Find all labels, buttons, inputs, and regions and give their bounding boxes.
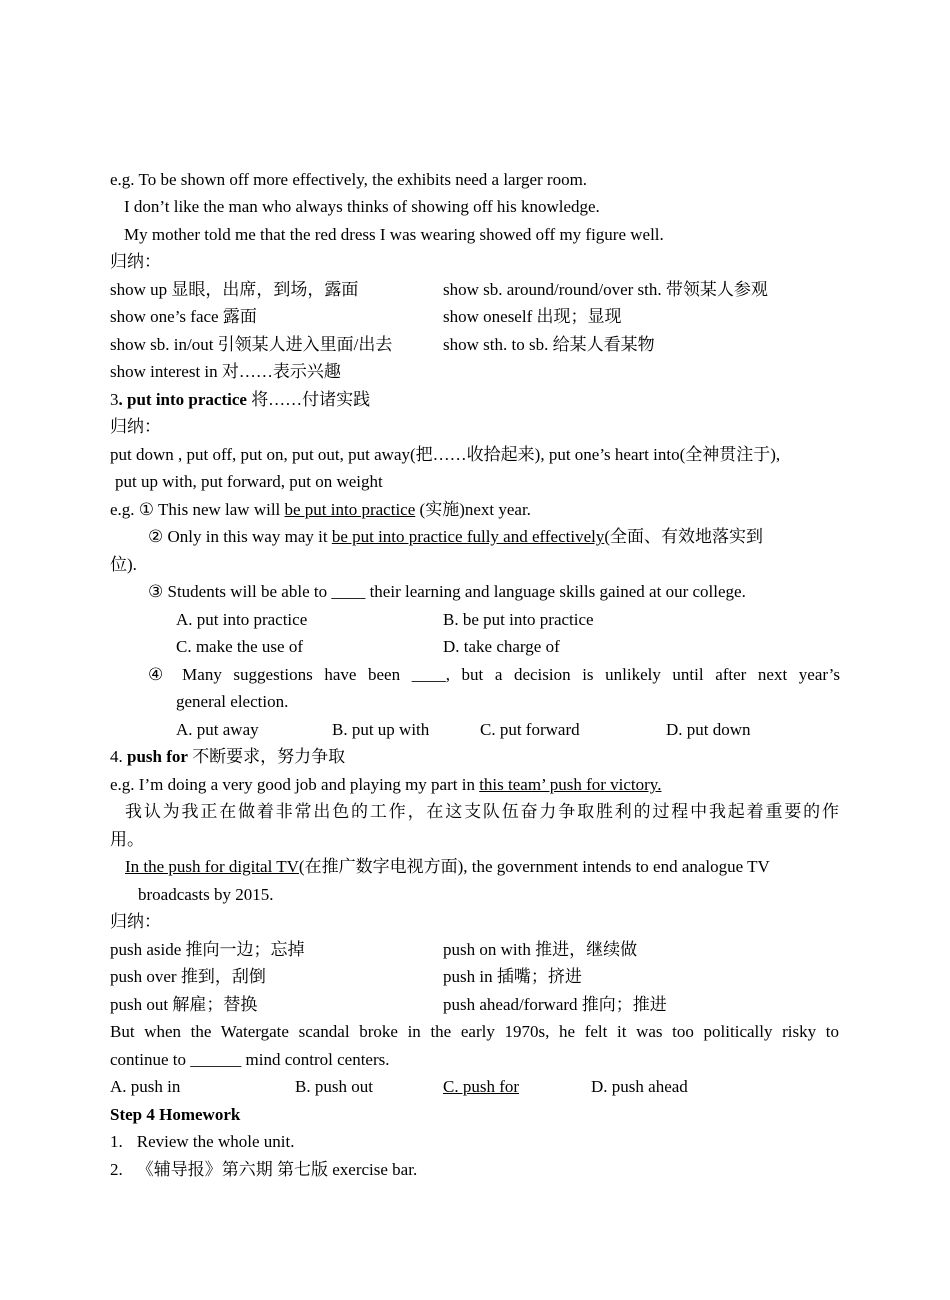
phrase-item: show interest in 对……表示兴趣 — [110, 362, 341, 381]
phrase-item: push in 插嘴；挤进 — [443, 967, 582, 986]
example-line: e.g. To be shown off more effectively, the exhibits need a larger room. — [110, 170, 588, 189]
question-stem: ④ Many suggestions have been ____, but a decision is unlikely until after next year’s — [148, 665, 840, 684]
phrase-item: show sb. around/round/over sth. 带领某人参观 — [443, 280, 768, 299]
phrase-item: push aside 推向一边；忘掉 — [110, 940, 305, 959]
question-stem: general election. — [176, 692, 289, 711]
example-translation: 用。 — [110, 830, 144, 849]
summary-label: 归纳： — [110, 912, 161, 931]
example-line: My mother told me that the red dress I was wearing showed off my figure well. — [124, 225, 664, 244]
section-heading: Step 4 Homework — [110, 1105, 241, 1124]
answer-option: D. push ahead — [591, 1077, 688, 1096]
example-line: I don’t like the man who always thinks of showing off his knowledge. — [124, 197, 600, 216]
answer-option-correct: C. push for — [443, 1077, 520, 1096]
summary-line: put down , put off, put on, put out, put away(把……收拾起来), put one’s heart into(全神贯注于), — [110, 445, 781, 464]
phrase-item: push out 解雇；替换 — [110, 995, 258, 1014]
example-translation: 我认为我正在做着非常出色的工作，在这支队伍奋力争取胜利的过程中我起着重要的作 — [125, 802, 839, 821]
summary-line: put up with, put forward, put on weight — [115, 472, 383, 491]
answer-option: C. make the use of — [176, 637, 303, 656]
summary-label: 归纳： — [110, 417, 161, 436]
list-item: 2. 《辅导报》第六期 第七版 exercise bar. — [110, 1160, 418, 1179]
phrase-item: push on with 推进，继续做 — [443, 940, 638, 959]
answer-option: C. put forward — [480, 720, 580, 739]
section-heading: 4. push for 不断要求，努力争取 — [110, 747, 346, 766]
question-stem: ③ Students will be able to ____ their learning and language skills gained at our college. — [148, 582, 746, 601]
phrase-item: show sb. in/out 引领某人进入里面/出去 — [110, 335, 393, 354]
question-stem: continue to ______ mind control centers. — [110, 1050, 390, 1069]
question-stem: But when the Watergate scandal broke in the early 1970s, he felt it was too politically risky to — [110, 1022, 839, 1041]
phrase-item: show up 显眼，出席，到场，露面 — [110, 280, 359, 299]
phrase-item: push over 推到，刮倒 — [110, 967, 266, 986]
example-line: ② Only in this way may it be put into practice fully and effectively(全面、有效地落实到 — [148, 527, 764, 546]
example-line: In the push for digital TV(在推广数字电视方面), the government intends to end analogue TV — [125, 857, 770, 876]
answer-option: A. put away — [176, 720, 259, 739]
phrase-item: push ahead/forward 推向；推进 — [443, 995, 667, 1014]
example-line: broadcasts by 2015. — [138, 885, 274, 904]
answer-option: B. push out — [295, 1077, 373, 1096]
phrase-item: show sth. to sb. 给某人看某物 — [443, 335, 655, 354]
list-item: 1. Review the whole unit. — [110, 1132, 295, 1151]
answer-option: B. be put into practice — [443, 610, 594, 629]
phrase-item: show one’s face 露面 — [110, 307, 257, 326]
section-heading: 3. put into practice 将……付诸实践 — [110, 390, 371, 409]
answer-option: B. put up with — [332, 720, 430, 739]
phrase-item: show oneself 出现；显现 — [443, 307, 622, 326]
answer-option: A. push in — [110, 1077, 181, 1096]
answer-option: D. take charge of — [443, 637, 560, 656]
example-line: e.g. ① This new law will be put into practice (实施)next year. — [110, 500, 531, 519]
answer-option: A. put into practice — [176, 610, 308, 629]
answer-option: D. put down — [666, 720, 751, 739]
example-line: 位). — [110, 555, 137, 574]
example-line: e.g. I’m doing a very good job and playing my part in this team’ push for victory. — [110, 775, 662, 794]
summary-label: 归纳： — [110, 252, 161, 271]
